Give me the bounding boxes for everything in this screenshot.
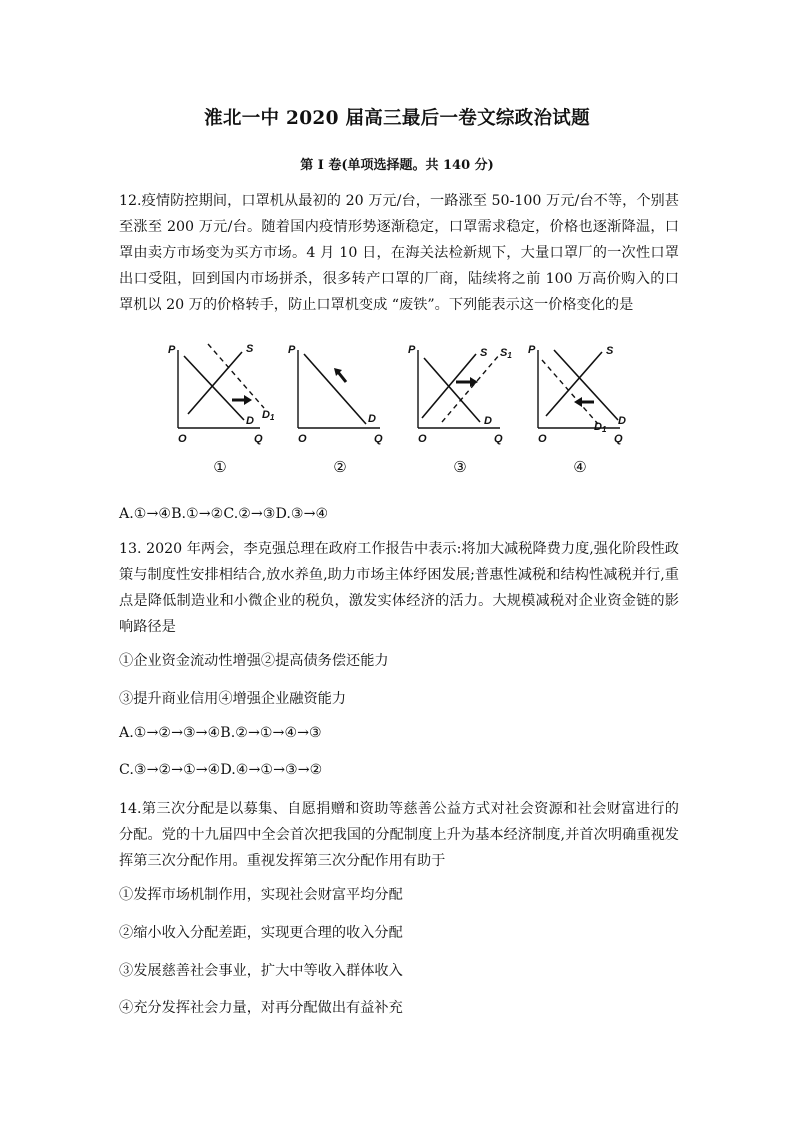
graph-3-number: ③ [453,458,467,476]
graph-4-o-label: O [538,433,547,445]
graph-3-d-label: D [484,415,492,427]
graph-3-s-label: S [480,347,488,359]
graph-4-p-label: P [528,344,536,356]
graph-2-shift-arrow [338,372,346,382]
question-13-stem: 13. 2020 年两会，李克强总理在政府工作报告中表示:将加大减税降费力度,强化阶段性政策与制度性安排相结合,放水养鱼,助力市场主体纾困发展;普惠性减税和结构性减税并行,重点是降低制造业和小微企业的税负，激发实体经济的活力。大规模减税对企业资金链的影响路径是 [119,541,679,635]
graph-4-d-label: D [618,415,626,427]
graph-2 [280,336,400,486]
graph-3-q-label: Q [494,433,503,445]
question-13-options-line-2: C.③→②→①→④D.④→①→③→② [119,762,323,778]
graph-2-d-curve [304,354,366,424]
graph-1-d-curve [184,356,244,420]
question-13-item-line-2: ③提升商业信用④增强企业融资能力 [119,691,347,707]
question-13-item-line-1: ①企业资金流动性增强②提高债务偿还能力 [119,653,389,669]
graph-4-svg [520,336,640,456]
graph-1-svg [160,336,280,456]
graph-1-d-label: D [246,415,254,427]
graph-4 [520,336,640,486]
graph-3-s1-label: S1 [500,347,512,360]
graph-1-s-curve [188,352,242,414]
graph-3-o-label: O [418,433,427,445]
section-subtitle: 第 Ⅰ 卷(单项选择题。共 140 分) [300,158,494,173]
graph-4-d1-label: D1 [594,421,607,434]
graph-2-o-label: O [298,433,307,445]
exam-title: 淮北一中 2020 届高三最后一卷文综政治试题 [204,108,590,129]
graph-2-d-label: D [368,413,376,425]
graph-1-q-label: Q [254,433,263,445]
question-12-options: A.①→④B.①→②C.②→③D.③→④ [119,506,329,522]
graph-2-q-label: Q [374,433,383,445]
graph-1-d1-curve [208,344,264,408]
graph-1-d1-label: D1 [262,409,275,422]
question-13-options-line-1: A.①→②→③→④B.②→①→④→③ [119,725,322,741]
question-14-item-3: ③发展慈善社会事业，扩大中等收入群体收入 [119,963,403,979]
question-12-stem: 12.疫情防控期间，口罩机从最初的 20 万元/台，一路涨至 50-100 万元/台不等，个别甚至涨至 200 万元/台。随着国内疫情形势逐渐稳定，口罩需求稳定，价格也逐渐降温，口罩由卖方市场变为买方市场。4 月 10 日，在海关法检新规下，大量口罩厂的一次性口罩出口受阻，回到国内市场拼杀，很多转产口罩的厂商，陆续将之前 100 万高价购入的口罩机以 20 万的价格转手，防止口罩机变成 “废铁”。下列能表示这一价格变化的是 [119,193,679,313]
graph-4-q-label: Q [614,433,623,445]
question-14-item-2: ②缩小收入分配差距，实现更合理的收入分配 [119,925,403,941]
graph-1-s-label: S [246,343,254,355]
graph-3 [400,336,520,486]
graph-2-p-label: P [288,344,296,356]
graph-1-p-label: P [168,344,176,356]
graph-3-d-curve [424,358,480,422]
supply-demand-graphs [160,336,640,486]
graph-4-s-curve [546,352,602,416]
graph-4-s-label: S [606,345,614,357]
graph-1-number: ① [213,458,227,476]
graph-2-svg [280,336,400,456]
graph-3-p-label: P [408,344,416,356]
graph-4-arrow-head [574,397,582,407]
question-14-item-4: ④充分发挥社会力量，对再分配做出有益补充 [119,1000,403,1016]
graph-1-arrow-head [244,395,252,405]
graph-1 [160,336,280,486]
graph-4-d1-curve [542,360,598,424]
graph-4-number: ④ [573,458,587,476]
graph-3-svg [400,336,520,456]
question-14-item-1: ①发挥市场机制作用，实现社会财富平均分配 [119,887,403,903]
graph-2-number: ② [333,458,347,476]
graph-1-o-label: O [178,433,187,445]
question-14-stem: 14.第三次分配是以募集、自愿捐赠和资助等慈善公益方式对社会资源和社会财富进行的分配。党的十九届四中全会首次把我国的分配制度上升为基本经济制度,并首次明确重视发挥第三次分配作用。重视发挥第三次分配作用有助于 [119,801,679,869]
